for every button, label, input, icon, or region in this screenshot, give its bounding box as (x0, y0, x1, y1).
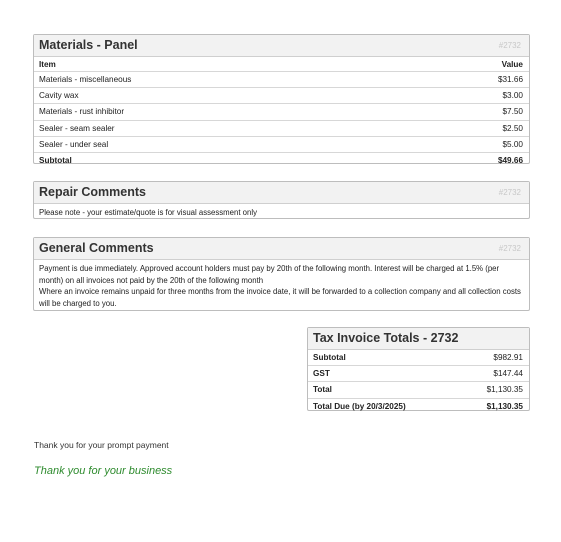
materials-panel-number: #2732 (498, 41, 521, 50)
totals-label: Total (308, 382, 460, 398)
item-name: Sealer - under seal (34, 136, 401, 152)
tax-invoice-totals-panel (307, 327, 530, 411)
table-header-row (34, 57, 529, 72)
column-header-value: Value (401, 57, 529, 72)
general-comments-header (34, 238, 529, 260)
general-comments-number: #2732 (498, 244, 521, 253)
collection-terms-text: Where an invoice remains unpaid for three months from the invoice date, it will be forwarded to a collection company and all collection costs will be charged to you. (39, 287, 521, 308)
thank-you-payment-text: Thank you for your prompt payment (34, 440, 169, 450)
totals-value: $1,130.35 (460, 382, 529, 398)
total-due-row (308, 398, 529, 414)
general-comments-title: General Comments (39, 241, 154, 255)
item-value: $5.00 (401, 136, 529, 152)
item-name: Materials - miscellaneous (34, 72, 401, 88)
materials-panel-title: Materials - Panel (39, 38, 138, 52)
item-name: Sealer - seam sealer (34, 120, 401, 136)
general-comments-text (34, 260, 529, 312)
tax-invoice-totals-header (308, 328, 529, 350)
general-comments-panel (33, 237, 530, 311)
totals-row (308, 366, 529, 382)
totals-row (308, 350, 529, 366)
materials-panel-header (34, 35, 529, 57)
item-value: $3.00 (401, 88, 529, 104)
tax-invoice-totals-title: Tax Invoice Totals - 2732 (313, 331, 459, 345)
totals-value: $147.44 (460, 366, 529, 382)
payment-terms-text: Payment is due immediately. Approved account holders must pay by 20th of the following month. Interest will be charged at 1.5% (per month) on all invoices not paid by the 20th of the following month (39, 264, 500, 285)
totals-label: Subtotal (308, 350, 460, 366)
item-name: Materials - rust inhibitor (34, 104, 401, 120)
totals-label: GST (308, 366, 460, 382)
total-due-label: Total Due (by 20/3/2025) (313, 401, 406, 411)
item-value: $31.66 (401, 72, 529, 88)
item-value: $2.50 (401, 120, 529, 136)
table-row (34, 120, 529, 136)
materials-table (34, 57, 529, 168)
repair-comments-number: #2732 (498, 188, 521, 197)
total-due-value: $1,130.35 (486, 401, 523, 411)
table-row (34, 88, 529, 104)
table-row (34, 104, 529, 120)
totals-table (308, 350, 529, 414)
thank-you-business-text: Thank you for your business (34, 465, 173, 477)
subtotal-value: $49.66 (497, 156, 523, 166)
subtotal-label: Subtotal (39, 156, 72, 166)
repair-comments-header (34, 182, 529, 204)
item-value: $7.50 (401, 104, 529, 120)
subtotal-row (34, 152, 529, 168)
repair-comments-title: Repair Comments (39, 185, 146, 199)
table-row (34, 72, 529, 88)
column-header-item: Item (34, 57, 401, 72)
materials-panel (33, 34, 530, 164)
repair-comments-text: Please note - your estimate/quote is for visual assessment only (39, 208, 257, 217)
totals-row (308, 382, 529, 398)
repair-comments-panel (33, 181, 530, 219)
item-name: Cavity wax (34, 88, 401, 104)
table-row (34, 136, 529, 152)
totals-value: $982.91 (460, 350, 529, 366)
